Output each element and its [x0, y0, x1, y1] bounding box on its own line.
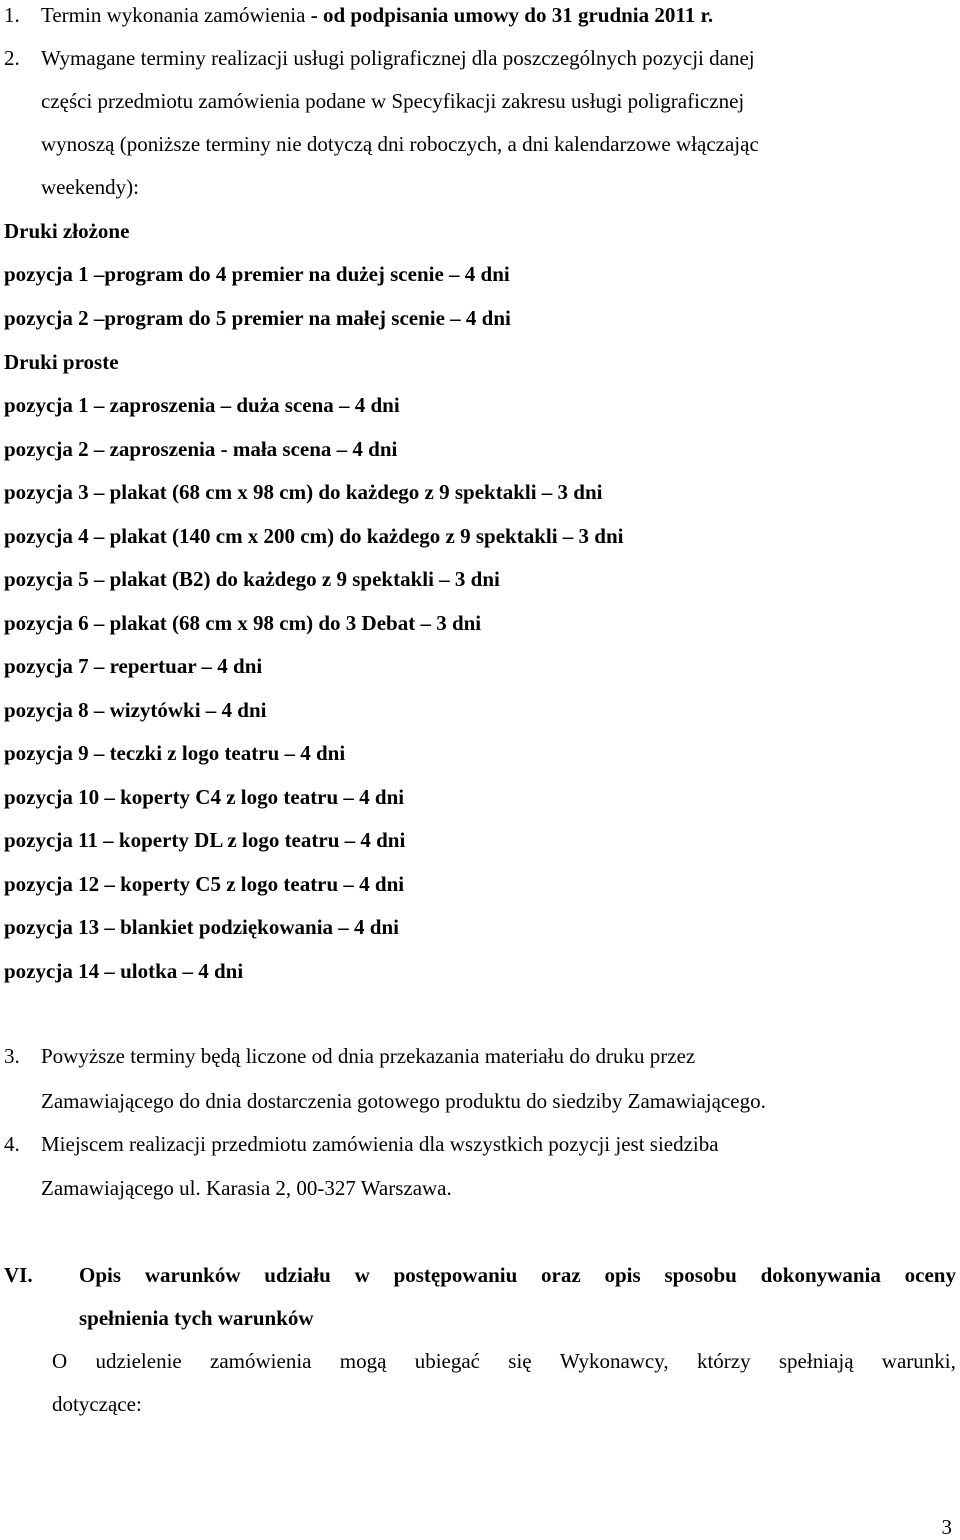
druki-proste-row: pozycja 9 – teczki z logo teatru – 4 dni	[4, 741, 346, 765]
item-2-line-4: weekendy):	[41, 175, 139, 199]
section-6-body-word: spełniają	[778, 1349, 854, 1373]
section-6-body-line-2: dotyczące:	[52, 1392, 142, 1416]
section-6-title-word: Opis	[79, 1263, 122, 1287]
section-6-body-word: Wykonawcy,	[559, 1349, 669, 1373]
druki-proste-row: pozycja 4 – plakat (140 cm x 200 cm) do każdego z 9 spektakli – 3 dni	[4, 524, 624, 548]
section-6-body-word: warunki,	[881, 1349, 956, 1373]
item-2-number: 2.	[4, 46, 20, 70]
druki-proste-row: pozycja 10 – koperty C4 z logo teatru – 4 dni	[4, 785, 405, 809]
section-6-body-word: ubiegać	[414, 1349, 480, 1373]
druki-zlozone-row: pozycja 1 –program do 4 premier na dużej scenie – 4 dni	[4, 262, 510, 286]
section-6-body-word: zamówienia	[210, 1349, 312, 1373]
section-6-title-word: dokonywania	[760, 1263, 881, 1287]
druki-zlozone-heading: Druki złożone	[4, 219, 130, 243]
druki-proste-row: pozycja 2 – zaproszenia - mała scena – 4 dni	[4, 437, 398, 461]
item-1-text-normal: Termin wykonania zamówienia	[41, 3, 306, 27]
druki-proste-row: pozycja 6 – plakat (68 cm x 98 cm) do 3 Debat – 3 dni	[4, 611, 482, 635]
section-6-body-word: udzielenie	[95, 1349, 182, 1373]
item-4-number: 4.	[4, 1132, 20, 1156]
section-6-title-word: oceny	[904, 1263, 956, 1287]
section-6-title-line-1	[79, 1262, 956, 1288]
item-3-line-2: Zamawiającego do dnia dostarczenia gotowego produktu do siedziby Zamawiającego.	[41, 1089, 766, 1113]
item-1-text-bold: - od podpisania umowy do 31 grudnia 2011 r.	[305, 3, 714, 27]
section-6-body-word: się	[508, 1349, 532, 1373]
item-2-line-3: wynoszą (poniższe terminy nie dotyczą dni roboczych, a dni kalendarzowe włączając	[41, 132, 759, 156]
item-4-line-1: Miejscem realizacji przedmiotu zamówienia dla wszystkich pozycji jest siedziba	[41, 1132, 719, 1156]
section-6-title-word: udziału	[264, 1263, 331, 1287]
druki-proste-row: pozycja 1 – zaproszenia – duża scena – 4 dni	[4, 393, 400, 417]
item-1-text	[41, 2, 713, 28]
druki-proste-row: pozycja 12 – koperty C5 z logo teatru – 4 dni	[4, 872, 405, 896]
druki-proste-row: pozycja 13 – blankiet podziękowania – 4 dni	[4, 915, 399, 939]
item-2-line-2: części przedmiotu zamówienia podane w Specyfikacji zakresu usługi poligraficznej	[41, 89, 745, 113]
druki-proste-heading: Druki proste	[4, 350, 119, 374]
item-4-line-2: Zamawiającego ul. Karasia 2, 00-327 Warszawa.	[41, 1176, 452, 1200]
item-3-number: 3.	[4, 1044, 20, 1068]
druki-zlozone-row: pozycja 2 –program do 5 premier na małej scenie – 4 dni	[4, 306, 511, 330]
section-6-body-line-1	[52, 1348, 956, 1374]
section-6-title-line-2: spełnienia tych warunków	[79, 1306, 314, 1330]
section-6-number: VI.	[4, 1263, 33, 1287]
section-6-title-word: warunków	[144, 1263, 241, 1287]
section-6-title-word: postępowaniu	[393, 1263, 518, 1287]
druki-proste-row: pozycja 5 – plakat (B2) do każdego z 9 spektakli – 3 dni	[4, 567, 500, 591]
item-3-line-1: Powyższe terminy będą liczone od dnia przekazania materiału do druku przez	[41, 1044, 696, 1068]
section-6-body-word: O	[52, 1349, 68, 1373]
item-1-number: 1.	[4, 3, 20, 27]
section-6-title-word: opis	[604, 1263, 641, 1287]
section-6-title-word: sposobu	[664, 1263, 737, 1287]
section-6-title-word: oraz	[541, 1263, 581, 1287]
druki-proste-row: pozycja 14 – ulotka – 4 dni	[4, 959, 244, 983]
item-2-line-1: Wymagane terminy realizacji usługi poligraficznej dla poszczególnych pozycji danej	[41, 46, 755, 70]
druki-proste-row: pozycja 7 – repertuar – 4 dni	[4, 654, 263, 678]
section-6-body-word: którzy	[696, 1349, 751, 1373]
druki-proste-row: pozycja 3 – plakat (68 cm x 98 cm) do każdego z 9 spektakli – 3 dni	[4, 480, 603, 504]
section-6-body-word: mogą	[339, 1349, 387, 1373]
page-number: 3	[941, 1515, 952, 1539]
section-6-title-word: w	[354, 1263, 370, 1287]
druki-proste-row: pozycja 11 – koperty DL z logo teatru – 4 dni	[4, 828, 406, 852]
druki-proste-row: pozycja 8 – wizytówki – 4 dni	[4, 698, 267, 722]
